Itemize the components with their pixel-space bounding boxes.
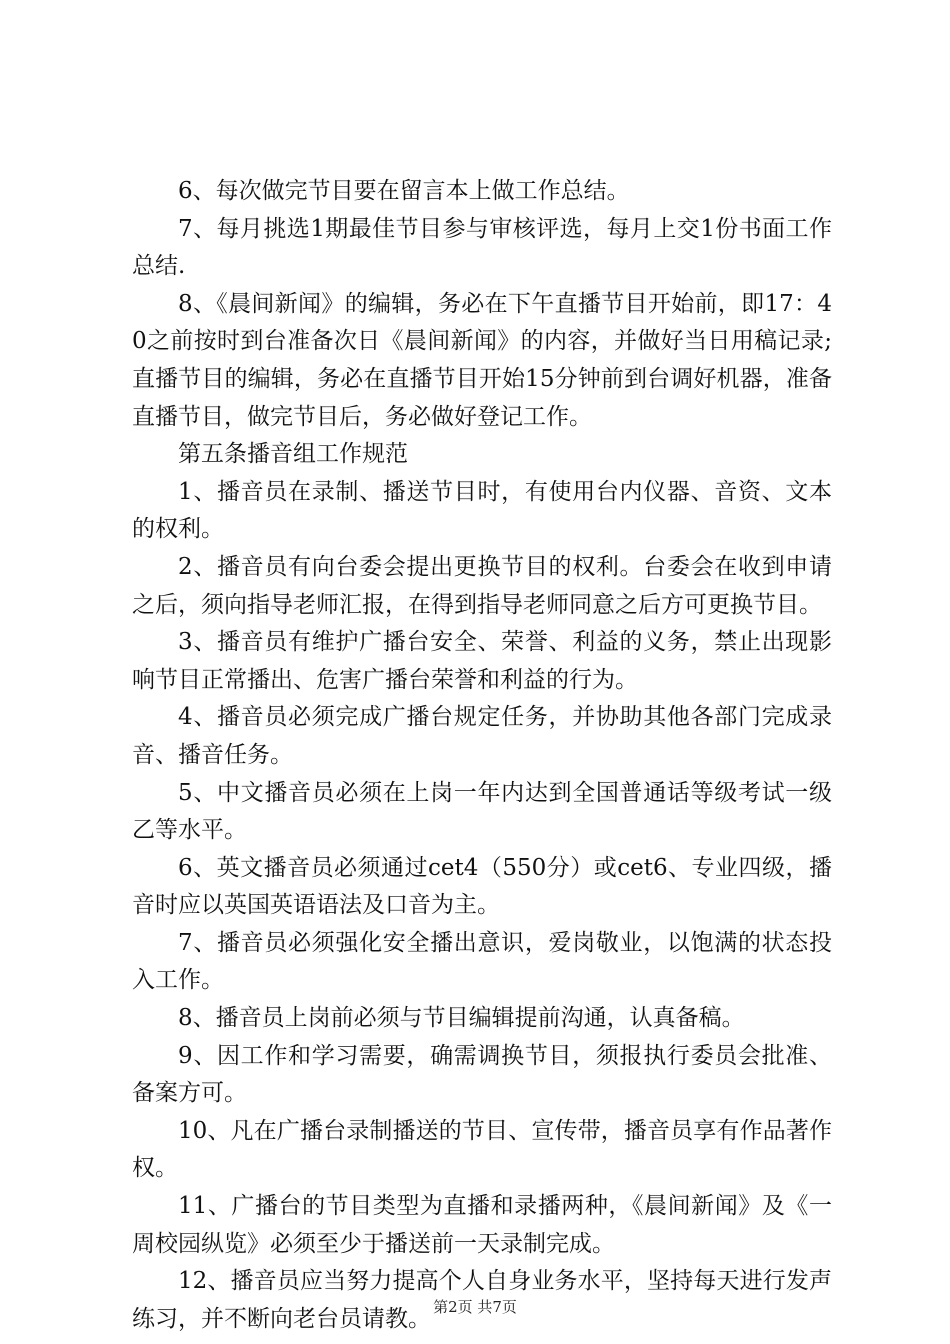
paragraph-7: 7、每月挑选1期最佳节目参与审核评选，每月上交1份书面工作总结.: [132, 215, 832, 280]
section-item-3: 3、播音员有维护广播台安全、荣誉、利益的义务，禁止出现影响节目正常播出、危害广播台荣誉和利益的行为。: [132, 629, 832, 693]
page-footer: [0, 1297, 950, 1317]
section-item-4: 4、播音员必须完成广播台规定任务，并协助其他各部门完成录音、播音任务。: [132, 704, 832, 768]
section-item-6: 6、英文播音员必须通过cet4（550分）或cet6、专业四级，播音时应以英国英语语法及口音为主。: [132, 854, 832, 919]
section-item-10: 10、凡在广播台录制播送的节目、宣传带，播音员享有作品著作权。: [132, 1117, 832, 1182]
section-item-8: 8、播音员上岗前必须与节目编辑提前沟通，认真备稿。: [178, 1005, 745, 1032]
section-item-1: 1、播音员在录制、播送节目时，有使用台内仪器、音资、文本的权利。: [132, 478, 832, 543]
section-heading: 第五条播音组工作规范: [178, 441, 408, 468]
section-item-7: 7、播音员必须强化安全播出意识，爱岗敬业，以饱满的状态投入工作。: [132, 929, 832, 994]
section-item-5: 5、中文播音员必须在上岗一年内达到全国普通话等级考试一级乙等水平。: [132, 779, 832, 844]
section-item-11: 11、广播台的节目类型为直播和录播两种，《晨间新闻》及《一周校园纵览》必须至少于播送前一天录制完成。: [132, 1193, 832, 1257]
document-body: [132, 173, 832, 1338]
paragraph-8: 8、《晨间新闻》的编辑，务必在下午直播节目开始前，即17：40之前按时到台准备次日《晨间新闻》的内容，并做好当日用稿记录;直播节目的编辑，务必在直播节目开始15分钟前到台调好机器，准备直播节目，做完节目后，务必做好登记工作。: [132, 290, 832, 430]
page-number-label: 第2页 共7页: [433, 1298, 517, 1316]
section-item-2: 2、播音员有向台委会提出更换节目的权利。台委会在收到申请之后，须向指导老师汇报，在得到指导老师同意之后方可更换节目。: [132, 553, 832, 618]
section-item-12: 12、播音员应当努力提高个人自身业务水平，坚持每天进行发声练习，并不断向老台员请教。: [132, 1268, 832, 1332]
paragraph-6: 6、每次做完节目要在留言本上做工作总结。: [178, 178, 630, 204]
section-item-9: 9、因工作和学习需要，确需调换节目，须报执行委员会批准、备案方可。: [132, 1042, 832, 1107]
